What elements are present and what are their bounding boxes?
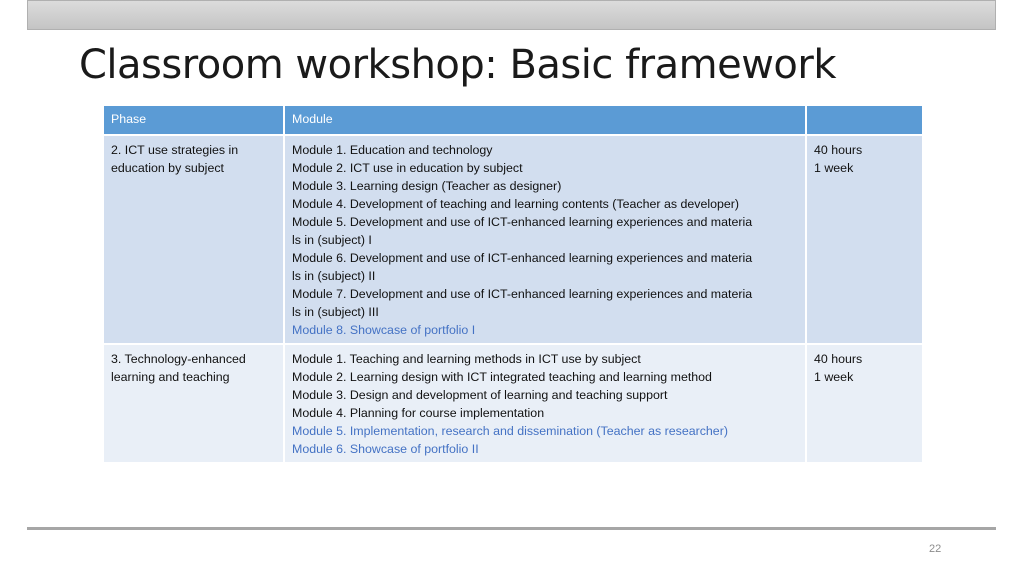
phase-cell: 3. Technology-enhanced learning and teaching <box>103 344 284 463</box>
duration-hours: 40 hours <box>814 143 863 157</box>
table-header-row <box>103 105 923 135</box>
header-module: Module <box>284 105 806 135</box>
module-item: Module 2. Learning design with ICT integrated teaching and learning method <box>292 370 712 384</box>
module-item: ls in (subject) III <box>292 305 379 319</box>
framework-table <box>102 104 924 464</box>
module-item: Module 4. Development of teaching and learning contents (Teacher as developer) <box>292 197 740 211</box>
module-item: Module 7. Development and use of ICT-enhanced learning experiences and materia <box>292 287 753 301</box>
top-banner-bar <box>27 0 996 30</box>
table-row <box>103 135 923 344</box>
duration-weeks: 1 week <box>814 161 854 175</box>
module-item: Module 1. Teaching and learning methods in ICT use by subject <box>292 352 641 366</box>
module-item: Module 5. Development and use of ICT-enhanced learning experiences and materia <box>292 215 753 229</box>
duration-cell <box>806 344 923 463</box>
module-item: Module 6. Development and use of ICT-enhanced learning experiences and materia <box>292 251 753 265</box>
duration-hours: 40 hours <box>814 352 863 366</box>
module-list <box>284 344 806 463</box>
header-phase: Phase <box>103 105 284 135</box>
duration-cell <box>806 135 923 344</box>
phase-cell: 2. ICT use strategies in education by subject <box>103 135 284 344</box>
module-item: ls in (subject) II <box>292 269 376 283</box>
module-item: Module 2. ICT use in education by subject <box>292 161 523 175</box>
module-item: Module 3. Design and development of learning and teaching support <box>292 388 668 402</box>
header-duration <box>806 105 923 135</box>
module-item: Module 3. Learning design (Teacher as designer) <box>292 179 562 193</box>
slide-title: Classroom workshop: Basic framework <box>79 42 836 88</box>
module-list <box>284 135 806 344</box>
module-item: ls in (subject) I <box>292 233 372 247</box>
module-item-highlight: Module 8. Showcase of portfolio I <box>292 323 476 337</box>
module-item: Module 4. Planning for course implementation <box>292 406 545 420</box>
page-number: 22 <box>929 543 942 555</box>
module-item-highlight: Module 6. Showcase of portfolio II <box>292 442 479 456</box>
module-item-highlight: Module 5. Implementation, research and dissemination (Teacher as researcher) <box>292 424 728 438</box>
table-row <box>103 344 923 463</box>
duration-weeks: 1 week <box>814 370 854 384</box>
module-item: Module 1. Education and technology <box>292 143 493 157</box>
footer-divider <box>27 527 996 530</box>
